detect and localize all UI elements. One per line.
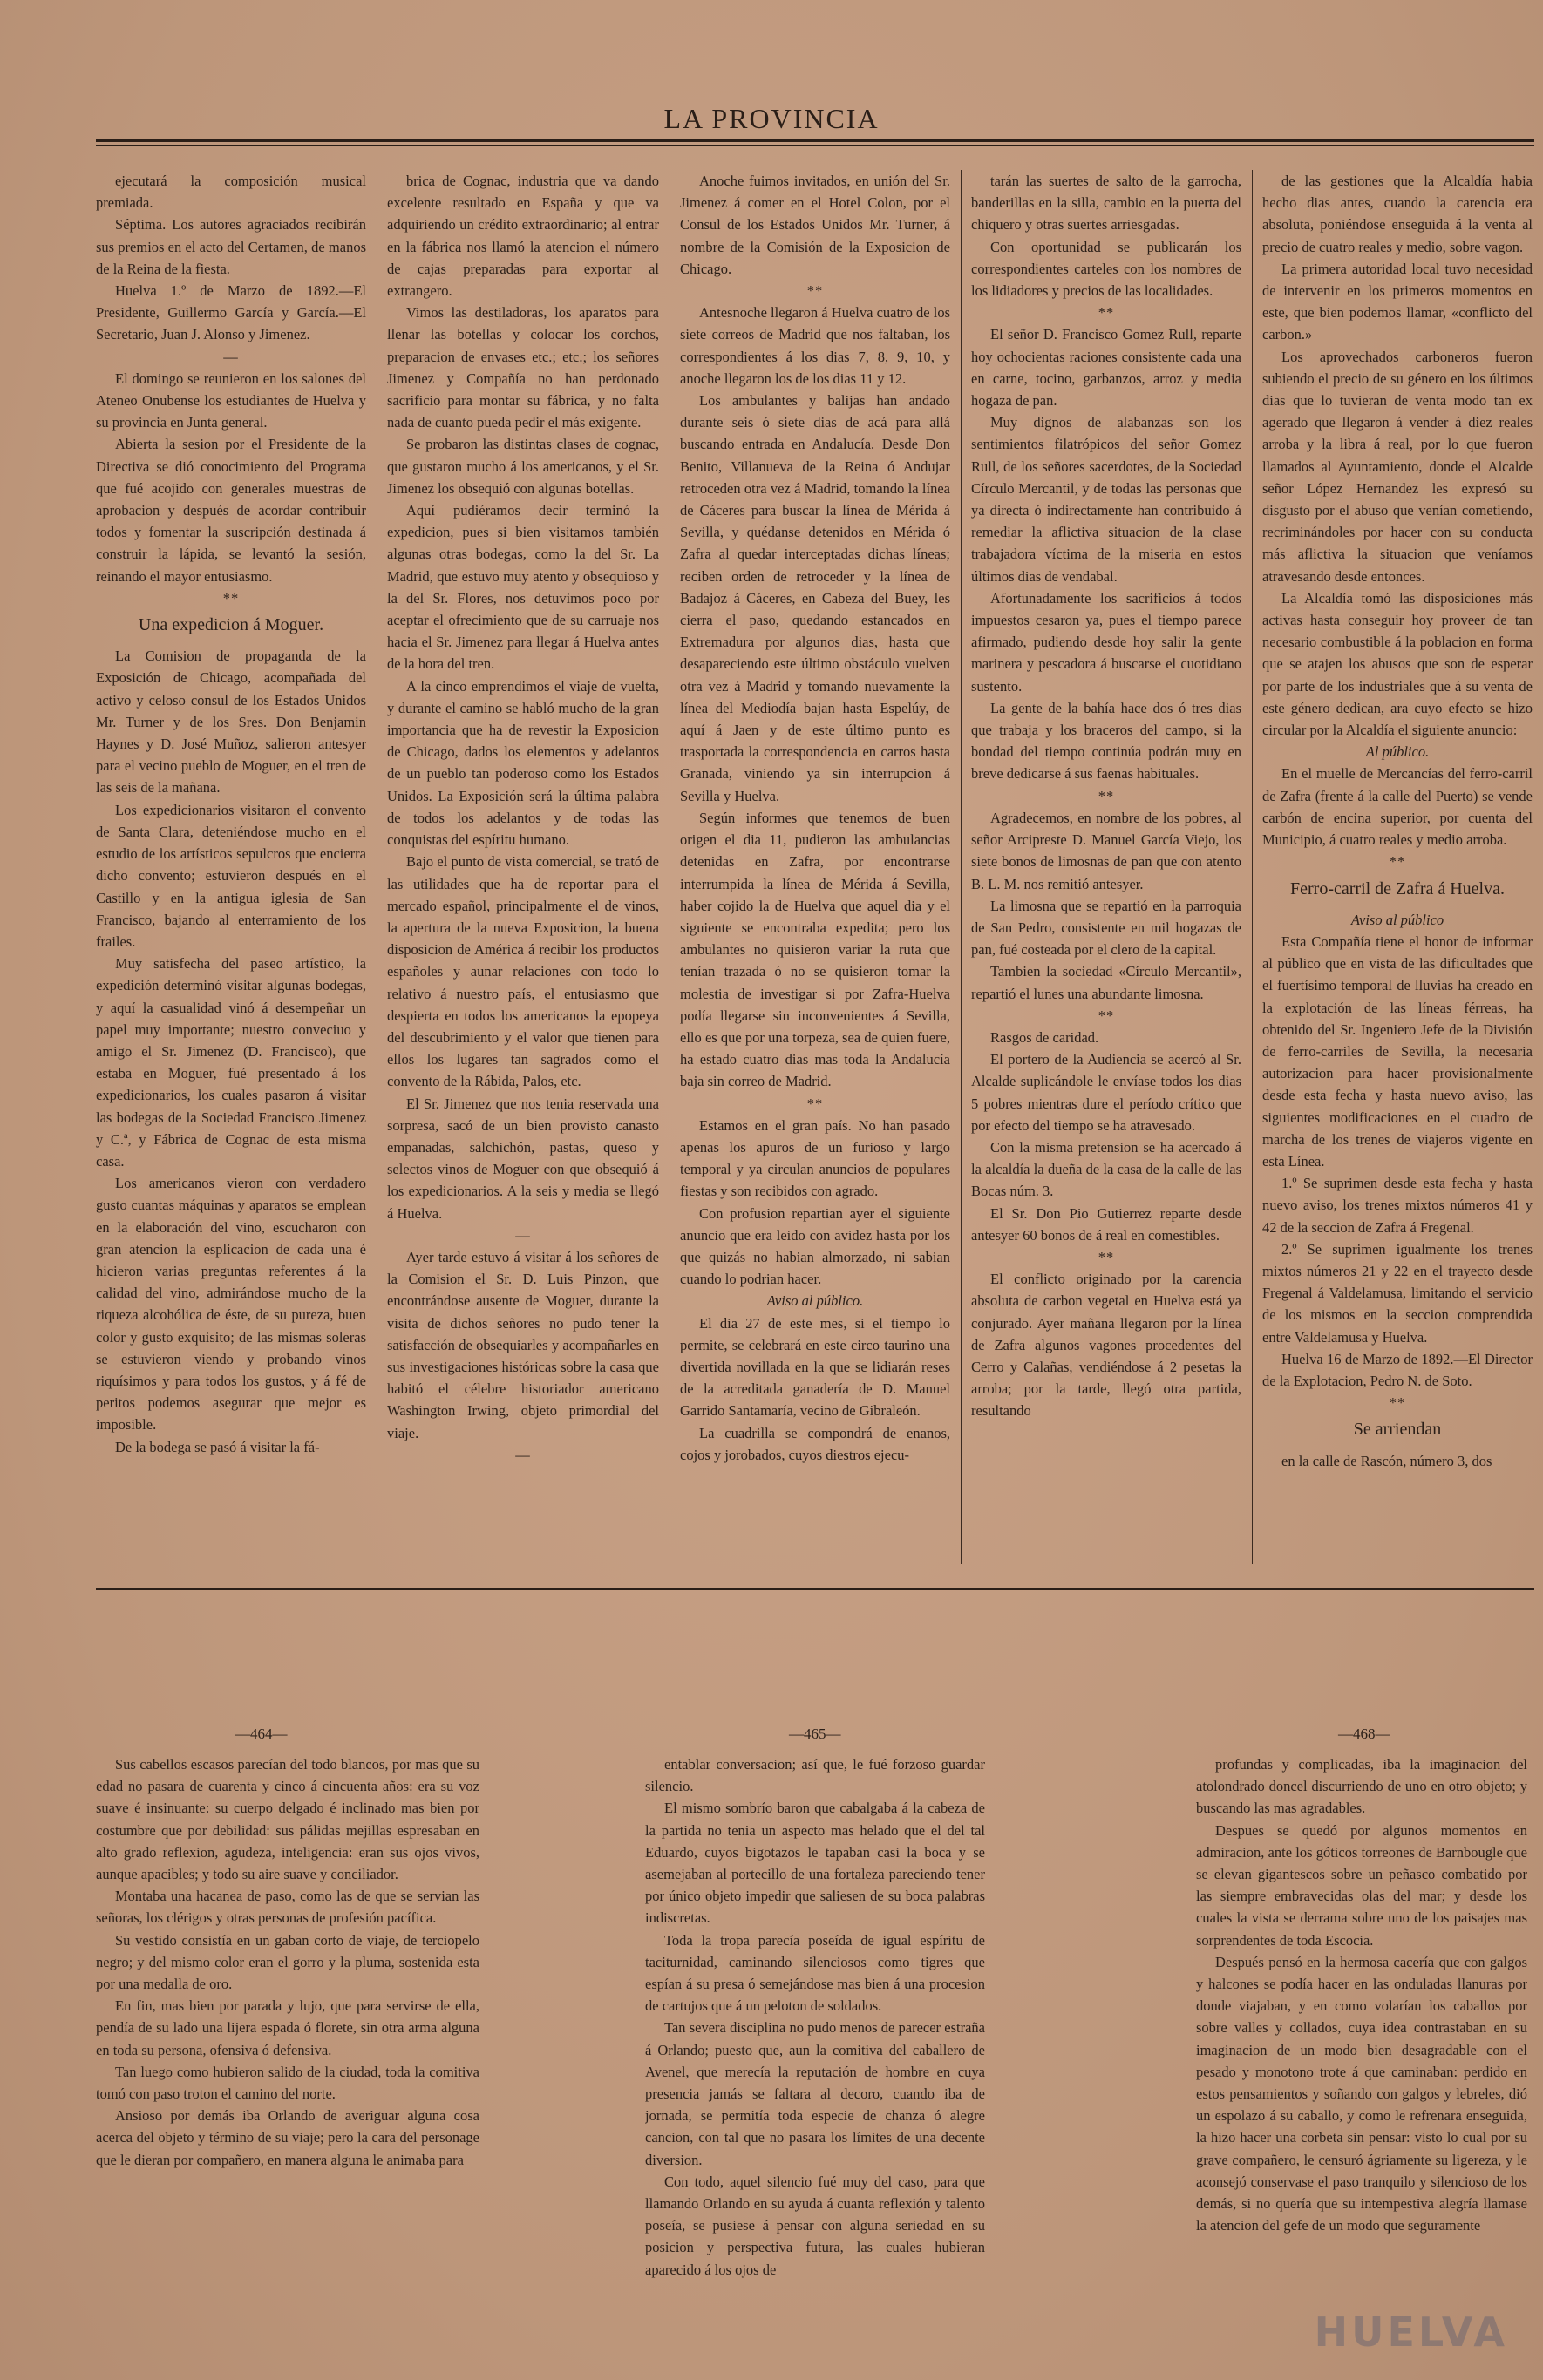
separator-asterisks: ** (1098, 1007, 1115, 1024)
paragraph: El señor D. Francisco Gomez Rull, reparte hoy ochocientas raciones consistente cada una en carne, tocino, garbanzos, arroz y media hogaza de pan. (971, 326, 1241, 410)
paragraph: Los aprovechados carboneros fueron subiendo el precio de su género en los últimos dias que lo tuvieran de venta modo tan ex agerado que llegaron á vender á diez reales arroba y la libra á real, por lo que fueron llamados al Ayuntamiento, donde el Alcalde señor López Hernandez les expresó su disgusto por el abuso que venían cometiendo, recriminándoles por hacer con su conducta más aflictiva la situacion que veníamos atravesando desde entonces. (1262, 348, 1533, 585)
paragraph: brica de Cognac, industria que va dando excelente resultado en España y que va adquiriendo un crédito extraordinario; al entrar en la fábrica nos llamó la atencion el número de cajas preparadas para exportar al extrangero. (387, 173, 659, 300)
folletin-paragraph: Con todo, aquel silencio fué muy del caso, para que llamando Orlando en su ayuda á cuanta reflexión y talento poseía, se pusiese á pensar con alguna seriedad en su posicion y perspectiva futura, las cuales hubieran aparecido á los ojos de (645, 2173, 985, 2278)
folletin-paragraph: Ansioso por demás iba Orlando de averiguar alguna cosa acerca del objeto y término de su viaje; pero la cara del personage que le dieran por compañero, en manera alguna le animaba para (96, 2107, 479, 2168)
folletin-paragraph: Toda la tropa parecía poseída de igual espíritu de taciturnidad, caminando silenciosos como tigres que espían á su presa ó semejándose mas bien á una procesion de cartujos que á un peloton de soldados. (645, 1931, 985, 2015)
paragraph: Estamos en el gran país. No han pasado apenas los apuros de un furioso y largo temporal y ya circulan anuncios de populares fiestas y son recibidos con agrado. (680, 1116, 950, 1200)
paragraph: La primera autoridad local tuvo necesidad de intervenir en los primeros momentos en este, que bien podemos llamar, «conflicto del carbon.» (1262, 260, 1533, 343)
library-watermark (1315, 2309, 1508, 2356)
separator-asterisks: ** (1098, 1248, 1115, 1265)
separator-asterisks: ** (806, 1095, 824, 1112)
paragraph: En el muelle de Mercancías del ferro-carril de Zafra (frente á la calle del Puerto) se vende carbón de encina superior, por cuenta del Municipio, á cuatro reales y medio arroba. (1262, 765, 1533, 849)
masthead: LA PROVINCIA (663, 103, 880, 134)
folletin-paragraph: Tan luego como hubieron salido de la ciudad, toda la comitiva tomó con paso troton el camino del norte. (96, 2063, 479, 2103)
section-heading: Se arriendan (1353, 1420, 1442, 1440)
folletin-rule (96, 1588, 1534, 1590)
column-5 (1262, 170, 1533, 1573)
paragraph: Muy dignos de alabanzas son los sentimientos filatrópicos del señor Gomez Rull, de los señores sacerdotes, de la Sociedad Círculo Mercantil, y de todas las personas que ya directa ó indirectamente han contribuido á remediar la aflictiva situacion de la clase trabajadora víctima de la miseria en estos últimos dias de vendabal. (971, 414, 1241, 585)
folletin-column-2 (645, 1753, 985, 2311)
folletin-paragraph: Sus cabellos escasos parecían del todo blancos, por mas que su edad no pasara de cuarenta y cinco á cincuenta años: era su voz suave é insinuante: su cuerpo delgado é inclinado mas bien por costumbre que por debilidad: sus pálidas mejillas espresaban en alto grado reflexion, agudeza, inteligencia: eran sus ojos vivos, aunque apacibles; y todo su aire suave y conciliador. (96, 1756, 479, 1883)
paragraph: El dia 27 de este mes, si el tiempo lo permite, se celebrará en este circo taurino una divertida novillada en la que se lidiarán reses de la acreditada ganadería de D. Manuel Garrido Santamaría, vecino de Gibraleón. (680, 1314, 950, 1420)
paragraph: Bajo el punto de vista comercial, se trató de las utilidades que ha de reportar para el mercado español, principalmente el de vinos, la apertura de la nueva Exposicion, la buena disposicion de América á recibir los productos españoles y aunar relaciones con todo lo relativo á nuestro país, el entusiasmo que despierta en todos los americanos la epopeya del descubrimiento y el valor que tienen para ellos los lugares tan sagrados como el convento de la Rábida, Palos, etc. (387, 853, 659, 1090)
paragraph: de las gestiones que la Alcaldía habia hecho dias antes, cuando la carencia era absoluta, poniéndose enseguida á la venta al precio de cuatro reales y medio, sobre vagon. (1262, 173, 1533, 255)
paragraph: El portero de la Audiencia se acercó al Sr. Alcalde suplicándole le envíase todos los dias 5 pobres mientras dure el período crítico que por efecto del tiempo se ha atravesado. (971, 1051, 1241, 1134)
separator-asterisks: ** (222, 589, 240, 607)
paragraph: Tambien la sociedad «Círculo Mercantil», repartió el lunes una abundante limosna. (971, 963, 1241, 1002)
folletin-paragraph: profundas y complicadas, iba la imaginacion del atolondrado doncel discurriendo de uno en otro objeto; y buscando las mas agradables. (1196, 1756, 1527, 1817)
paragraph: De la bodega se pasó á visitar la fá- (115, 1438, 320, 1455)
folletin-page-number: —465— (789, 1726, 841, 1742)
folletin-column-1 (96, 1753, 479, 2311)
masthead-rule (96, 139, 1534, 142)
paragraph: Con oportunidad se publicarán los correspondientes carteles con los nombres de los lidiadores y precios de las localidades. (971, 238, 1241, 300)
paragraph: La cuadrilla se compondrá de enanos, cojos y jorobados, cuyos diestros ejecu- (680, 1424, 950, 1463)
paragraph: Afortunadamente los sacrificios á todos impuestos cesaron ya, pues el tiempo parece afirmado, pudiendo desde hoy salir la gente marinera y pescadora á buscarse el cuotidiano sustento. (971, 589, 1241, 695)
column-1 (96, 170, 366, 1573)
paragraph: La Alcaldía tomó las disposiciones más activas hasta conseguir hoy proveer de tan necesario combustible á la poblacion en forma que se atajen los abusos que son de esperar por parte de los industriales que á su venta de este género dedican, ara cuyo efecto se hizo circular por la Alcaldía el siguiente anuncio: (1262, 589, 1533, 739)
paragraph: El domingo se reunieron en los salones del Ateneo Onubense los estudiantes de Huelva y su provincia en Junta general. (96, 370, 366, 431)
folletin-paragraph: Tan severa disciplina no pudo menos de parecer estraña á Orlando; puesto que, aun la comitiva del caballero de Avenel, que merecía la reputación de hombre en cuya presencia jamás se faltara al decoro, cuando iba de jornada, se permitía toda especie de chanza ó alegre cancion, con tal que no pasara los límites de una decente diversion. (645, 2019, 985, 2168)
notice-heading: Aviso al público (1350, 911, 1444, 928)
separator-asterisks: ** (1389, 1394, 1406, 1412)
folletin-paragraph: Montaba una hacanea de paso, como las de que se servian las señoras, los clérigos y otras personas de profesión pacífica. (96, 1888, 479, 1927)
masthead-rule-thin (96, 145, 1534, 146)
paragraph: Con profusion repartian ayer el siguiente anuncio que era leido con avidez hasta por los que quizás no habian almorzado, ni sabian cuando lo podrian hacer. (680, 1204, 950, 1288)
paragraph: tarán las suertes de salto de la garrocha, banderillas en la silla, cambio en la puerta del chiquero y otras suertes arriesgadas. (971, 173, 1241, 234)
paragraph: ejecutará la composición musical premiada. (96, 173, 366, 212)
paragraph: Los ambulantes y balijas han andado durante seis ó siete dias de acá para allá buscando entrada en Andalucía. Desde Don Benito, Villanueva de la Reina ó Andujar retroceden otra vez á Madrid, tomando la línea de Cáceres para buscar la línea de Mérida á Sevilla, y quédanse detenidos en Mérida ó Zafra al quedar interceptadas dichas líneas; reciben orden de retroceder y la línea de Badajoz á Cáceres, en Cabeza del Buey, les cierra el paso, quedando estancados en Extremadura por algunos dias, hasta que desapareciendo este último obstáculo vuelven otra vez á Madrid y tomando nuevamente la línea del Mediodía bajan hasta Espelúy, de aquí á Jaen y de este último punto es trasportada la correspondencia en carros hasta Granada, viniendo ya sin interrupcion á Sevilla y Huelva. (680, 392, 950, 804)
section-heading: Una expedicion á Moguer. (138, 615, 324, 635)
paragraph: Anoche fuimos invitados, en unión del Sr. Jimenez á comer en el Hotel Colon, por el Consul de los Estados Unidos Mr. Turner, á nombre de la Comisión de la Exposicion de Chicago. (680, 173, 950, 277)
paragraph: La limosna que se repartió en la parroquia de San Pedro, consistente en mil hogazas de pan, fué costeada por el clero de la capital. (971, 897, 1241, 959)
folletin-paragraph: En fin, mas bien por parada y lujo, que para servirse de ella, pendía de su lado una lijera espada ó florete, sin otra arma alguna en toda su persona, ofensiva ó defensiva. (96, 1997, 479, 2058)
folletin-paragraph: Su vestido consistía en un gaban corto de viaje, de terciopelo negro; y del mismo color eran el gorro y la pluma, sostenida esta por una medalla de oro. (96, 1931, 479, 1993)
paragraph: Vimos las destiladoras, los aparatos para llenar las botellas y colocar los corchos, preparacion de envases etc.; etc.; los señores Jimenez y Compañía no han perdonado sacrificio para montar su fábrica, y no falta nada de cuanto pueda pedir el más exigente. (387, 304, 659, 431)
paragraph: Esta Compañía tiene el honor de informar al público que en vista de las dificultades que el fuertísimo temporal de lluvias ha creado en la explotación de las líneas férreas, ha obtenido del Sr. Ingeniero Jefe de la División de ferro-carriles de Sevilla, la necesaria autorizacion para hacer provisionalmente desde esta fecha y hasta nuevo aviso, las siguientes modificaciones en el cuadro de marcha de los trenes de viajeros vigente en esta Línea. (1262, 932, 1533, 1170)
separator-asterisks: ** (1389, 853, 1406, 871)
paragraph: La gente de la bahía hace dos ó tres dias que trabaja y los braceros del campo, si la bondad del tiempo continúa podrán muy en breve dedicarse á sus faenas habituales. (971, 699, 1241, 783)
notice-heading: Al público. (1365, 743, 1430, 761)
folletin-page-number: —468— (1338, 1726, 1390, 1742)
paragraph: Abierta la sesion por el Presidente de la Directiva se dió conocimiento del Programa que fué acojido con generales muestras de aprobacion y después de acordar contribuir todos y fomentar la suscripción destinada á construir la lápida, se levantó la sesión, reinando el mayor entusiasmo. (96, 436, 366, 585)
paragraph: A la cinco emprendimos el viaje de vuelta, y durante el camino se habló mucho de la gran importancia que ha de revestir la Exposicion de Chicago, dados los elementos y adelantos de un pueblo tan poderoso como los Estados Unidos. La Exposición será la última palabra de todos los adelantos y de todas las conquistas del espíritu humano. (387, 677, 659, 849)
column-2 (387, 170, 659, 1573)
watermark-text: HUELVA (1314, 2309, 1508, 2356)
folletin-paragraph: entablar conversacion; así que, le fué forzoso guardar silencio. (645, 1756, 985, 1795)
paragraph: El conflicto originado por la carencia absoluta de carbon vegetal en Huelva está ya conjurado. Ayer mañana llegaron por la línea de Zafra algunos vagones procedentes del Cerro y Calañas, vendiéndose á 2 pesetas la arroba; por la tarde, llegó otra partida, resultando (971, 1271, 1241, 1420)
paragraph: Séptima. Los autores agraciados recibirán sus premios en el acto del Certamen, de manos de la Reina de la fiesta. (96, 216, 366, 277)
column-3 (680, 170, 950, 1573)
paragraph: 1.º Se suprimen desde esta fecha y hasta nuevo aviso, los trenes mixtos números 41 y 42 de la seccion de Zafra á Fregenal. (1262, 1175, 1533, 1236)
paragraph: Ayer tarde estuvo á visitar á los señores de la Comision el Sr. D. Luis Pinzon, que encontrándose ausente de Moguer, durante la visita de dichos señores no pudo tener la satisfacción de obsequiarles y acompañarles en sus investigaciones históricas sobre la casa que habitó el célebre historiador americano Washington Irwing, objeto primordial del viaje. (387, 1248, 659, 1441)
section-heading: Ferro-carril de Zafra á Huelva. (1290, 878, 1505, 898)
folletin-paragraph: Despues se quedó por algunos momentos en admiracion, ante los góticos torreones de Barnbougle que se elevan gigantescos sobre un peñasco combatido por las siempre embravecidas olas del mar; y desde los cuales la vista se derrama sobre uno de los paisajes mas sorprendentes de toda Escocia. (1196, 1821, 1527, 1949)
column-rule (961, 170, 962, 1564)
folletin-column-3 (1196, 1753, 1527, 2311)
column-rule (1252, 170, 1253, 1564)
paragraph: Huelva 16 de Marzo de 1892.—El Director de la Explotacion, Pedro N. de Soto. (1262, 1350, 1533, 1389)
paragraph: Los americanos vieron con verdadero gusto cuantas máquinas y aparatos se emplean en la elaboración del vino, escucharon con gran atencion la esplicacion de cada una é hicieron varias preguntas referentes á la calidad del vino, admirándose mucho de la riqueza alcohólica de éste, de su pureza, buen color y gusto exquisito; de las mismas soleras se estuvieron viendo y probando vinos riquísimos y para todos los gustos, y á fé de peritos podemos asegurar que mejor es imposible. (96, 1175, 366, 1434)
notice-heading: Aviso al público. (766, 1292, 864, 1310)
paragraph: Aquí pudiéramos decir terminó la expedicion, pues si bien visitamos también algunas otras bodegas, como la del Sr. La Madrid, que estuvo muy atento y obsequioso y la del Sr. Flores, nos detuvimos poco por aceptar el ofrecimiento que de su carruaje nos hacia el Sr. Jimenez para llegar á Huelva antes de la hora del tren. (387, 502, 659, 673)
separator-asterisks: ** (1098, 304, 1115, 322)
column-4 (971, 170, 1241, 1573)
paragraph: El Sr. Don Pio Gutierrez reparte desde antesyer 60 bonos de á real en comestibles. (971, 1204, 1241, 1244)
paragraph: Según informes que tenemos de buen origen el dia 11, pudieron las ambulancias detenidas en Zafra, por encontrarse interrumpida la línea de Mérida á Sevilla, haber cojido la de Huelva que aquel dia y el siguiente se encontraba expedita; pero los ambulantes no quisieron variar la ruta que tenían trazada ó no se quisieron tomar la molestia de investigar si por Zafra-Huelva podía llegarse sin inconvenientes á Sevilla, ello es que por una torpeza, sea de quien fuere, ha estado cuatro dias mas toda la Andalucía baja sin correo de Madrid. (680, 809, 950, 1090)
paragraph: Con la misma pretension se ha acercado á la alcaldía la dueña de la casa de la calle de las Bocas núm. 3. (971, 1138, 1241, 1200)
folletin-paragraph: Después pensó en la hermosa cacería que con galgos y halcones se podía hacer en las onduladas llanuras por donde viajaban, y en como volarían los caballos por sobre valles y collados, cuya idea contrastaban en su imaginacion de un modo bien desagradable con el pesado y monotono trote á que caminaban: perdido en estos pensamientos y soñando con galgos y lebreles, dió un espolazo á su caballo, y como le refrenara enseguida, la hizo hacer una corbeta sin pensar: visto lo cual por su grave compañero, le censuró ágriamente su ligereza, y le aconsejó conservase el paso tranquilo y silencioso de los demás, si no quería que su intempestiva alegría llamase la atencion del gefe de un modo que seguramente (1196, 1953, 1527, 2234)
paragraph: Huelva 1.º de Marzo de 1892.—El Presidente, Guillermo García y García.—El Secretario, Juan J. Alonso y Jimenez. (96, 282, 366, 343)
separator-dash: — (515, 1446, 531, 1463)
folletin-paragraph: El mismo sombrío baron que cabalgaba á la cabeza de la partida no tenia un aspecto mas helado que el del tal Eduardo, cuyos bigotazos le tapaban casi la boca y se asemejaban al portecillo de una fortaleza pareciendo tener por único objeto impedir que saliesen de su boca palabras indiscretas. (645, 1800, 985, 1927)
paragraph: Rasgos de caridad. (990, 1028, 1099, 1046)
paragraph: Muy satisfecha del paseo artístico, la expedición determinó visitar algunas bodegas, y aquí la casualidad vinó á desempeñar un papel muy importante; nuestro conveciuo y amigo el Sr. Jimenez (D. Francisco), que estaba en Moguer, fué presentado á los expedicionarios, los cuales pasaron á visitar las bodegas de la Sociedad Francisco Jimenez y C.ª, y Fábrica de Cognac de esta misma casa. (96, 955, 366, 1170)
paragraph: La Comision de propaganda de la Exposición de Chicago, acompañada del activo y celoso consul de los Estados Unidos Mr. Turner y de los Sres. Don Benjamin Haynes y D. José Muñoz, salieron antesyer para el vecino pueblo de Moguer, en el tren de las seis de la mañana. (96, 648, 366, 797)
paragraph: Se probaron las distintas clases de cognac, que gustaron mucho á los americanos, y el Sr. Jimenez los obsequió con algunas botellas. (387, 436, 659, 497)
paragraph: Agradecemos, en nombre de los pobres, al señor Arcipreste D. Manuel García Viejo, los siete bonos de limosnas de pan que con atento B. L. M. nos remitió antesyer. (971, 809, 1241, 892)
separator-dash: — (223, 348, 239, 365)
paragraph: El Sr. Jimenez que nos tenia reservada una sorpresa, sacó de un bien provisto canasto empanadas, salchichón, pastas, queso y selectos vinos de Moguer con que obsequió á los expedicionarios. A la seis y media se llegó á Huelva. (387, 1095, 659, 1222)
paragraph: Antesnoche llegaron á Huelva cuatro de los siete correos de Madrid que nos faltaban, los correspondientes á los dias 7, 8, 9, 10, y anoche llegaron los de los dias 11 y 12. (680, 304, 950, 387)
paragraph: en la calle de Rascón, número 3, dos (1281, 1452, 1492, 1469)
paragraph: Los expedicionarios visitaron el convento de Santa Clara, deteniéndose mucho en el estudio de los artísticos sepulcros que encierra dicho convento; estuvieron después en el Castillo y en la antigua iglesia de San Francisco, bajando al enterramiento de los frailes. (96, 801, 366, 950)
paragraph: 2.º Se suprimen igualmente los trenes mixtos números 21 y 22 en el trayecto desde Fregenal á Valdelamusa, limitando el servicio de los mismos en la seccion comprendida entre Valdelamusa y Huelva. (1262, 1240, 1533, 1346)
separator-asterisks: ** (1098, 787, 1115, 804)
separator-asterisks: ** (806, 282, 824, 300)
separator-dash: — (515, 1226, 531, 1244)
folletin-page-number: —464— (235, 1726, 288, 1742)
